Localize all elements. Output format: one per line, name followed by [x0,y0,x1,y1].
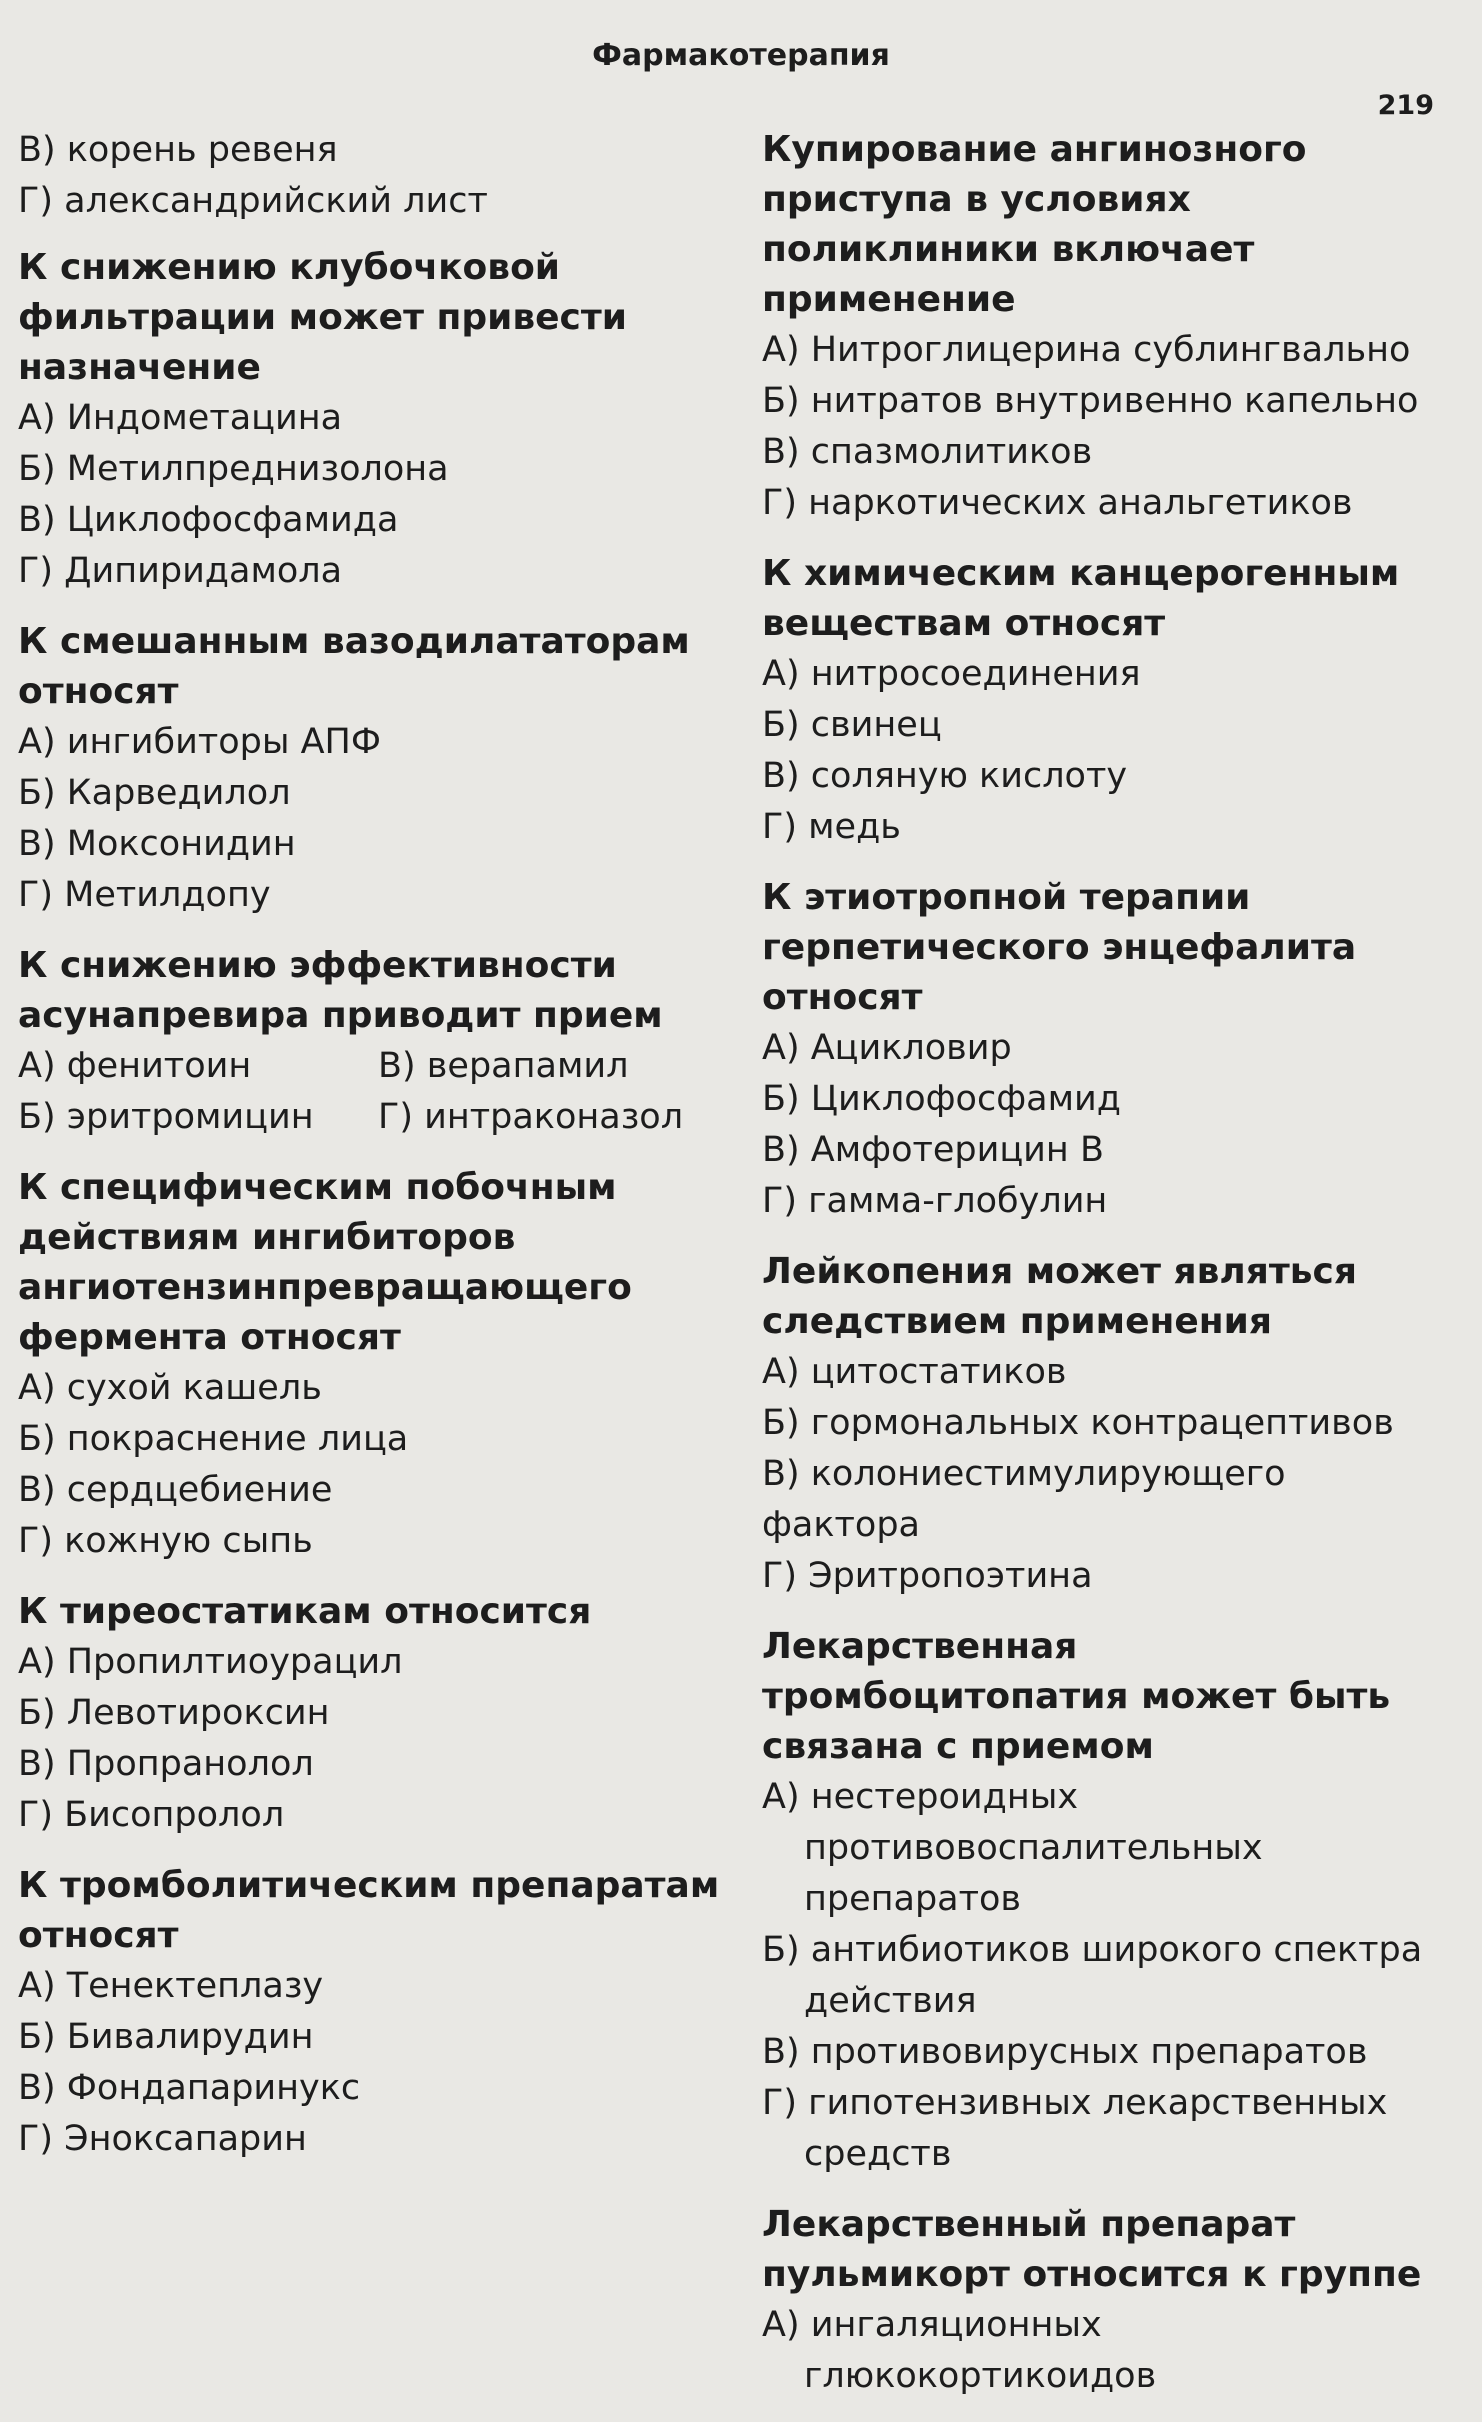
question-block [762,1622,1452,2180]
question-block [762,873,1452,1227]
option: А) Пропилтиоурацил [18,1642,403,1682]
question-title: Купирование ангинозного приступа в условиях поликлиники включает применение [762,129,1307,320]
question-block [762,2200,1452,2402]
continued-options [18,125,723,227]
left-column [18,125,723,2185]
option: Г) гамма-глобулин [762,1181,1108,1221]
question-title: К снижению эффективности асунапревира приводит прием [18,945,663,1036]
option: Б) эритромицин [18,1097,314,1137]
option: Б) Левотироксин [18,1693,330,1733]
option: А) Индометацина [18,398,343,438]
option: В) Моксонидин [18,824,296,864]
option: Г) Эноксапарин [18,2119,307,2159]
page-number: 219 [1377,90,1434,121]
option: Г) медь [762,807,901,847]
option: Б) антибиотиков широкого спектра действия [762,1930,1423,2021]
option: Г) Метилдопу [18,875,271,915]
option: В) спазмолитиков [762,432,1093,472]
option: Г) наркотических анальгетиков [762,483,1353,523]
option: Б) Циклофосфамид [762,1079,1121,1119]
option: Г) александрийский лист [18,181,488,221]
option: Г) кожную сыпь [18,1521,313,1561]
option: Б) Метилпреднизолона [18,449,449,489]
option: В) Пропранолол [18,1744,314,1784]
question-block [18,941,723,1143]
option: Б) свинец [762,705,942,745]
option: В) Фондапаринукс [18,2068,361,2108]
option: Г) Бисопролол [18,1795,285,1835]
option: А) Нитроглицерина сублингвально [762,330,1411,370]
option: Б) гормональных контрацептивов [762,1403,1394,1443]
option: Г) Дипиридамола [18,551,343,591]
option: В) соляную кислоту [762,756,1128,796]
question-block [18,1587,723,1841]
option: Б) покраснение лица [18,1419,409,1459]
option: А) ингибиторы АПФ [18,722,381,762]
option: В) противовирусных препаратов [762,2032,1368,2072]
option: В) верапамил [378,1046,629,1086]
question-block [18,1163,723,1567]
option: А) фенитоин [18,1046,252,1086]
option: В) сердцебиение [18,1470,333,1510]
question-title: К смешанным вазодилататорам относят [18,621,690,712]
option: В) корень ревеня [18,130,338,170]
option: Б) нитратов внутривенно капельно [762,381,1419,421]
option: А) цитостатиков [762,1352,1067,1392]
question-block [18,1861,723,2165]
option: А) Ацикловир [762,1028,1012,1068]
question-block [18,617,723,921]
question-title: Лейкопения может являться следствием применения [762,1251,1358,1342]
question-block [18,243,723,597]
option: А) нестероидных противовоспалительных препаратов [762,1777,1263,1919]
right-column [762,125,1452,2422]
option: А) ингаляционных глюкокортикоидов [762,2305,1157,2396]
option: Г) гипотензивных лекарственных средств [762,2083,1388,2174]
question-title: К химическим канцерогенным веществам относят [762,553,1400,644]
question-title: К тиреостатикам относится [18,1591,592,1632]
question-title: К снижению клубочковой фильтрации может привести назначение [18,247,627,388]
option: А) нитросоединения [762,654,1141,694]
option: А) сухой кашель [18,1368,322,1408]
option: Г) Эритропоэтина [762,1556,1093,1596]
question-block [762,1247,1452,1602]
option: В) Амфотерицин В [762,1130,1104,1170]
option: В) Циклофосфамида [18,500,399,540]
question-title: К этиотропной терапии герпетического энцефалита относят [762,877,1357,1018]
options-grid [18,1041,723,1143]
option: Б) Карведилол [18,773,291,813]
option: Г) интраконазол [378,1097,684,1137]
option: В) колониестимулирующего фактора [762,1454,1286,1545]
question-block [762,125,1452,529]
option: А) Тенектеплазу [18,1966,324,2006]
question-title: К специфическим побочным действиям ингибиторов ангиотензинпревращающего фермента относят [18,1167,632,1358]
question-title: К тромболитическим препаратам относят [18,1865,720,1956]
question-title: Лекарственная тромбоцитопатия может быть связана с приемом [762,1626,1391,1767]
question-block [762,549,1452,853]
option: Б) Бивалирудин [18,2017,314,2057]
question-title: Лекарственный препарат пульмикорт относится к группе [762,2204,1422,2295]
running-head: Фармакотерапия [592,38,890,73]
